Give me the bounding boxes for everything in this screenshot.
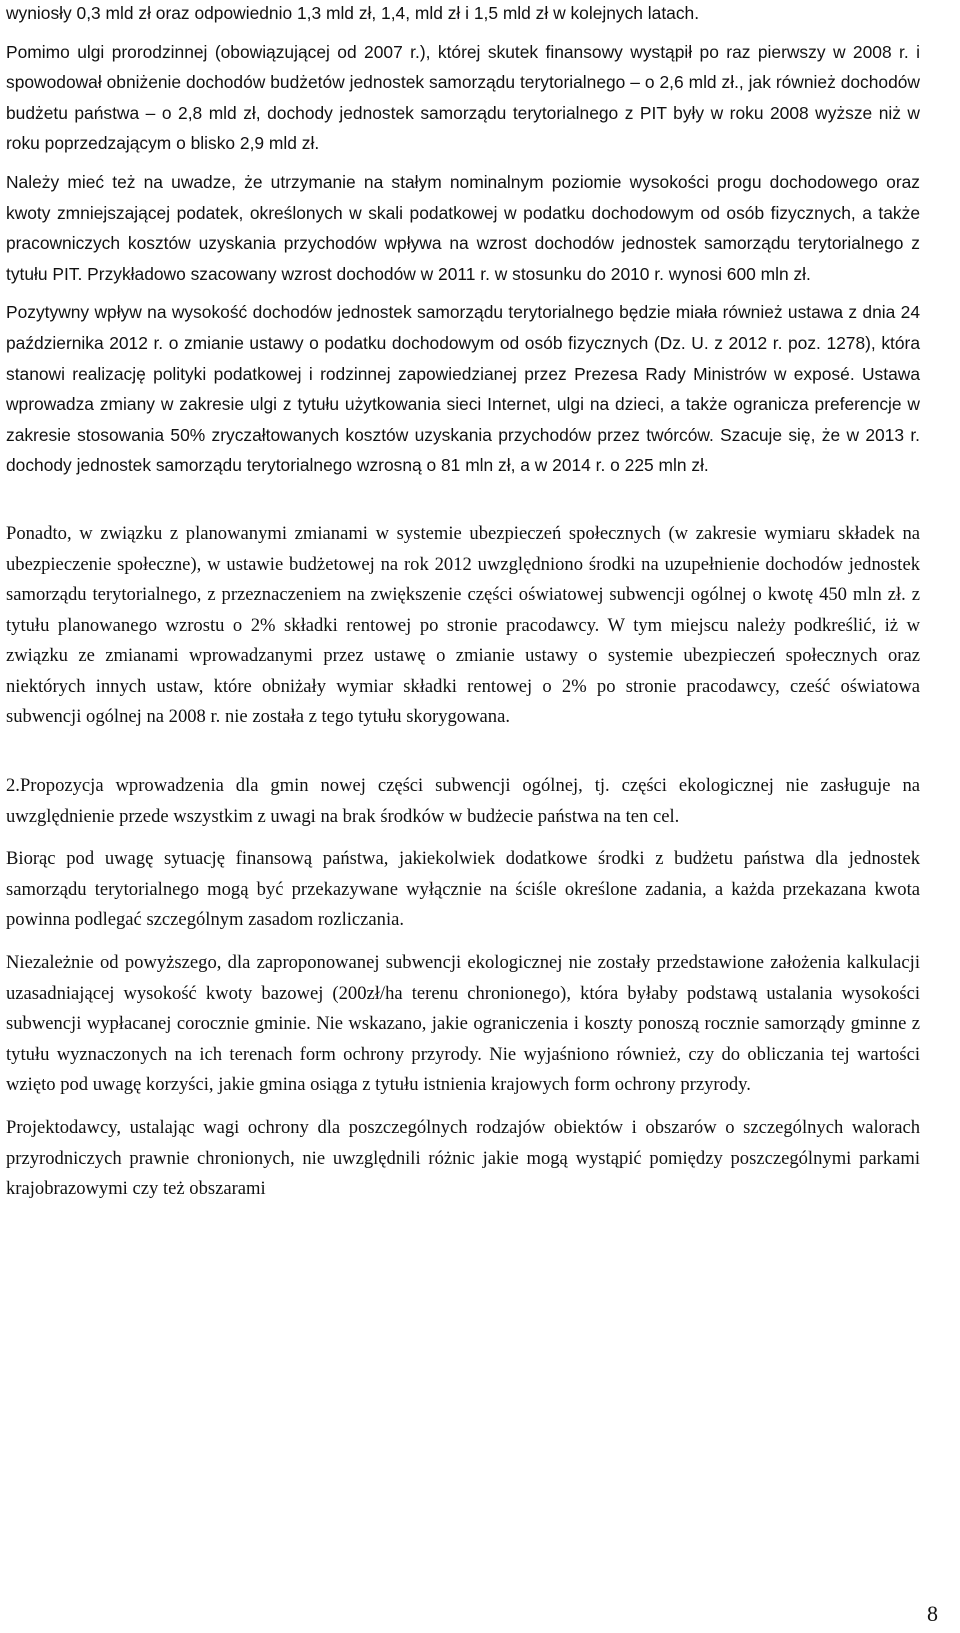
- paragraph-protection-weights: Projektodawcy, ustalając wagi ochrony dla poszczególnych rodzajów obiektów i obszarów o szczególnych walorach przyrodniczych prawnie chronionych, nie uwzględnili różnic jakie mogą wystąpić pomiędzy poszczególnymi parkami krajobrazowymi czy też obszarami: [6, 1117, 920, 1200]
- paragraph-pit-amendment: Pozytywny wpływ na wysokość dochodów jednostek samorządu terytorialnego będzie miała również ustawa z dnia 24 października 2012 r. o zmianie ustawy o podatku dochodowym od osób fizycznych (Dz. U. z 2012 r. poz. 1278), która stanowi realizację polityki podatkowej i rodzinnej zapowiedzianej przez Prezesa Rady Ministrów w exposé. Ustawa wprowadza zmiany w zakresie ulgi z tytułu użytkowania sieci Internet, ulgi na dzieci, a także ogranicza preferencje w zakresie stosowania 50% zryczałtowanych kosztów uzyskania przychodów przez twórców. Szacuje się, że w 2013 r. dochody jednostek samorządu terytorialnego wzrosną o 81 mln zł, a w 2014 r. o 225 mln zł.: [6, 302, 920, 476]
- document-body: [6, 0, 920, 1205]
- paragraph-calculation-assumptions: Niezależnie od powyższego, dla zaproponowanej subwencji ekologicznej nie zostały przedstawione założenia kalkulacji uzasadniającej wysokość kwoty bazowej (200zł/ha terenu chronionego), która byłaby podstawą ustalania wysokości subwencji wypłacanej corocznie gminie. Nie wskazano, jakie ograniczenia i koszty ponoszą rocznie samorządy gminne z tytułu wyznaczonych na ich terenach form ochrony przyrody. Nie wyjaśniono również, czy do obliczania tej wartości wzięto pod uwagę korzyści, jakie gmina osiąga z tytułu istnienia krajowych form ochrony przyrody.: [6, 952, 920, 1096]
- paragraph-plit-revenue-continuation: wyniosły 0,3 mld zł oraz odpowiednio 1,3 mld zł, 1,4, mld zł i 1,5 mld zł w kolejnych latach.: [6, 3, 700, 23]
- paragraph-ecological-subsidy-proposal: 2.Propozycja wprowadzenia dla gmin nowej części subwencji ogólnej, tj. części ekologicznej nie zasługuje na uwzględnienie przede wszystkim z uwagi na brak środków w budżecie państwa na ten cel.: [6, 775, 920, 827]
- paragraph-family-relief: Pomimo ulgi prorodzinnej (obowiązującej od 2007 r.), której skutek finansowy wystąpił po raz pierwszy w 2008 r. i spowodował obniżenie dochodów budżetów jednostek samorządu terytorialnego – o 2,6 mld zł., jak również dochodów budżetu państwa – o 2,8 mld zł, dochody jednostek samorządu terytorialnego z PIT były w roku 2008 wyższe niż w roku poprzedzającym o blisko 2,9 mld zł.: [6, 41, 920, 154]
- paragraph-tax-threshold: Należy mieć też na uwadze, że utrzymanie na stałym nominalnym poziomie wysokości progu dochodowego oraz kwoty zmniejszającej podatek, określonych w skali podatkowej w podatku dochodowym od osób fizycznych, a także pracowniczych kosztów uzyskania przychodów wpływa na wzrost dochodów jednostek samorządu terytorialnego z tytułu PIT. Przykładowo szacowany wzrost dochodów w 2011 r. w stosunku do 2010 r. wynosi 600 mln zł.: [6, 171, 920, 284]
- paragraph-state-finances: Biorąc pod uwagę sytuację finansową państwa, jakiekolwiek dodatkowe środki z budżetu państwa dla jednostek samorządu terytorialnego mogą być przekazywane wyłącznie na ściśle określone zadania, a każda przekazana kwota powinna podlegać szczególnym zasadom rozliczania.: [6, 848, 920, 931]
- paragraph-social-insurance: Ponadto, w związku z planowanymi zmianami w systemie ubezpieczeń społecznych (w zakresie wymiaru składek na ubezpieczenie społeczne), w ustawie budżetowej na rok 2012 uwzględniono środki na uzupełnienie dochodów jednostek samorządu terytorialnego, z przeznaczeniem na zwiększenie części oświatowej subwencji ogólnej o kwotę 450 mln zł. z tytułu planowanego wzrostu o 2% składki rentowej po stronie pracodawcy. W tym miejscu należy podkreślić, iż w związku ze zmianami wprowadzanymi przez ustawę o zmianie ustawy o systemie ubezpieczeń społecznych oraz niektórych innych ustaw, które obniżały wymiar składki rentowej o 2% po stronie pracodawcy, cześć oświatowa subwencji ogólnej na 2008 r. nie została z tego tytułu skorygowana.: [6, 522, 920, 728]
- page-number: 8: [927, 1601, 938, 1626]
